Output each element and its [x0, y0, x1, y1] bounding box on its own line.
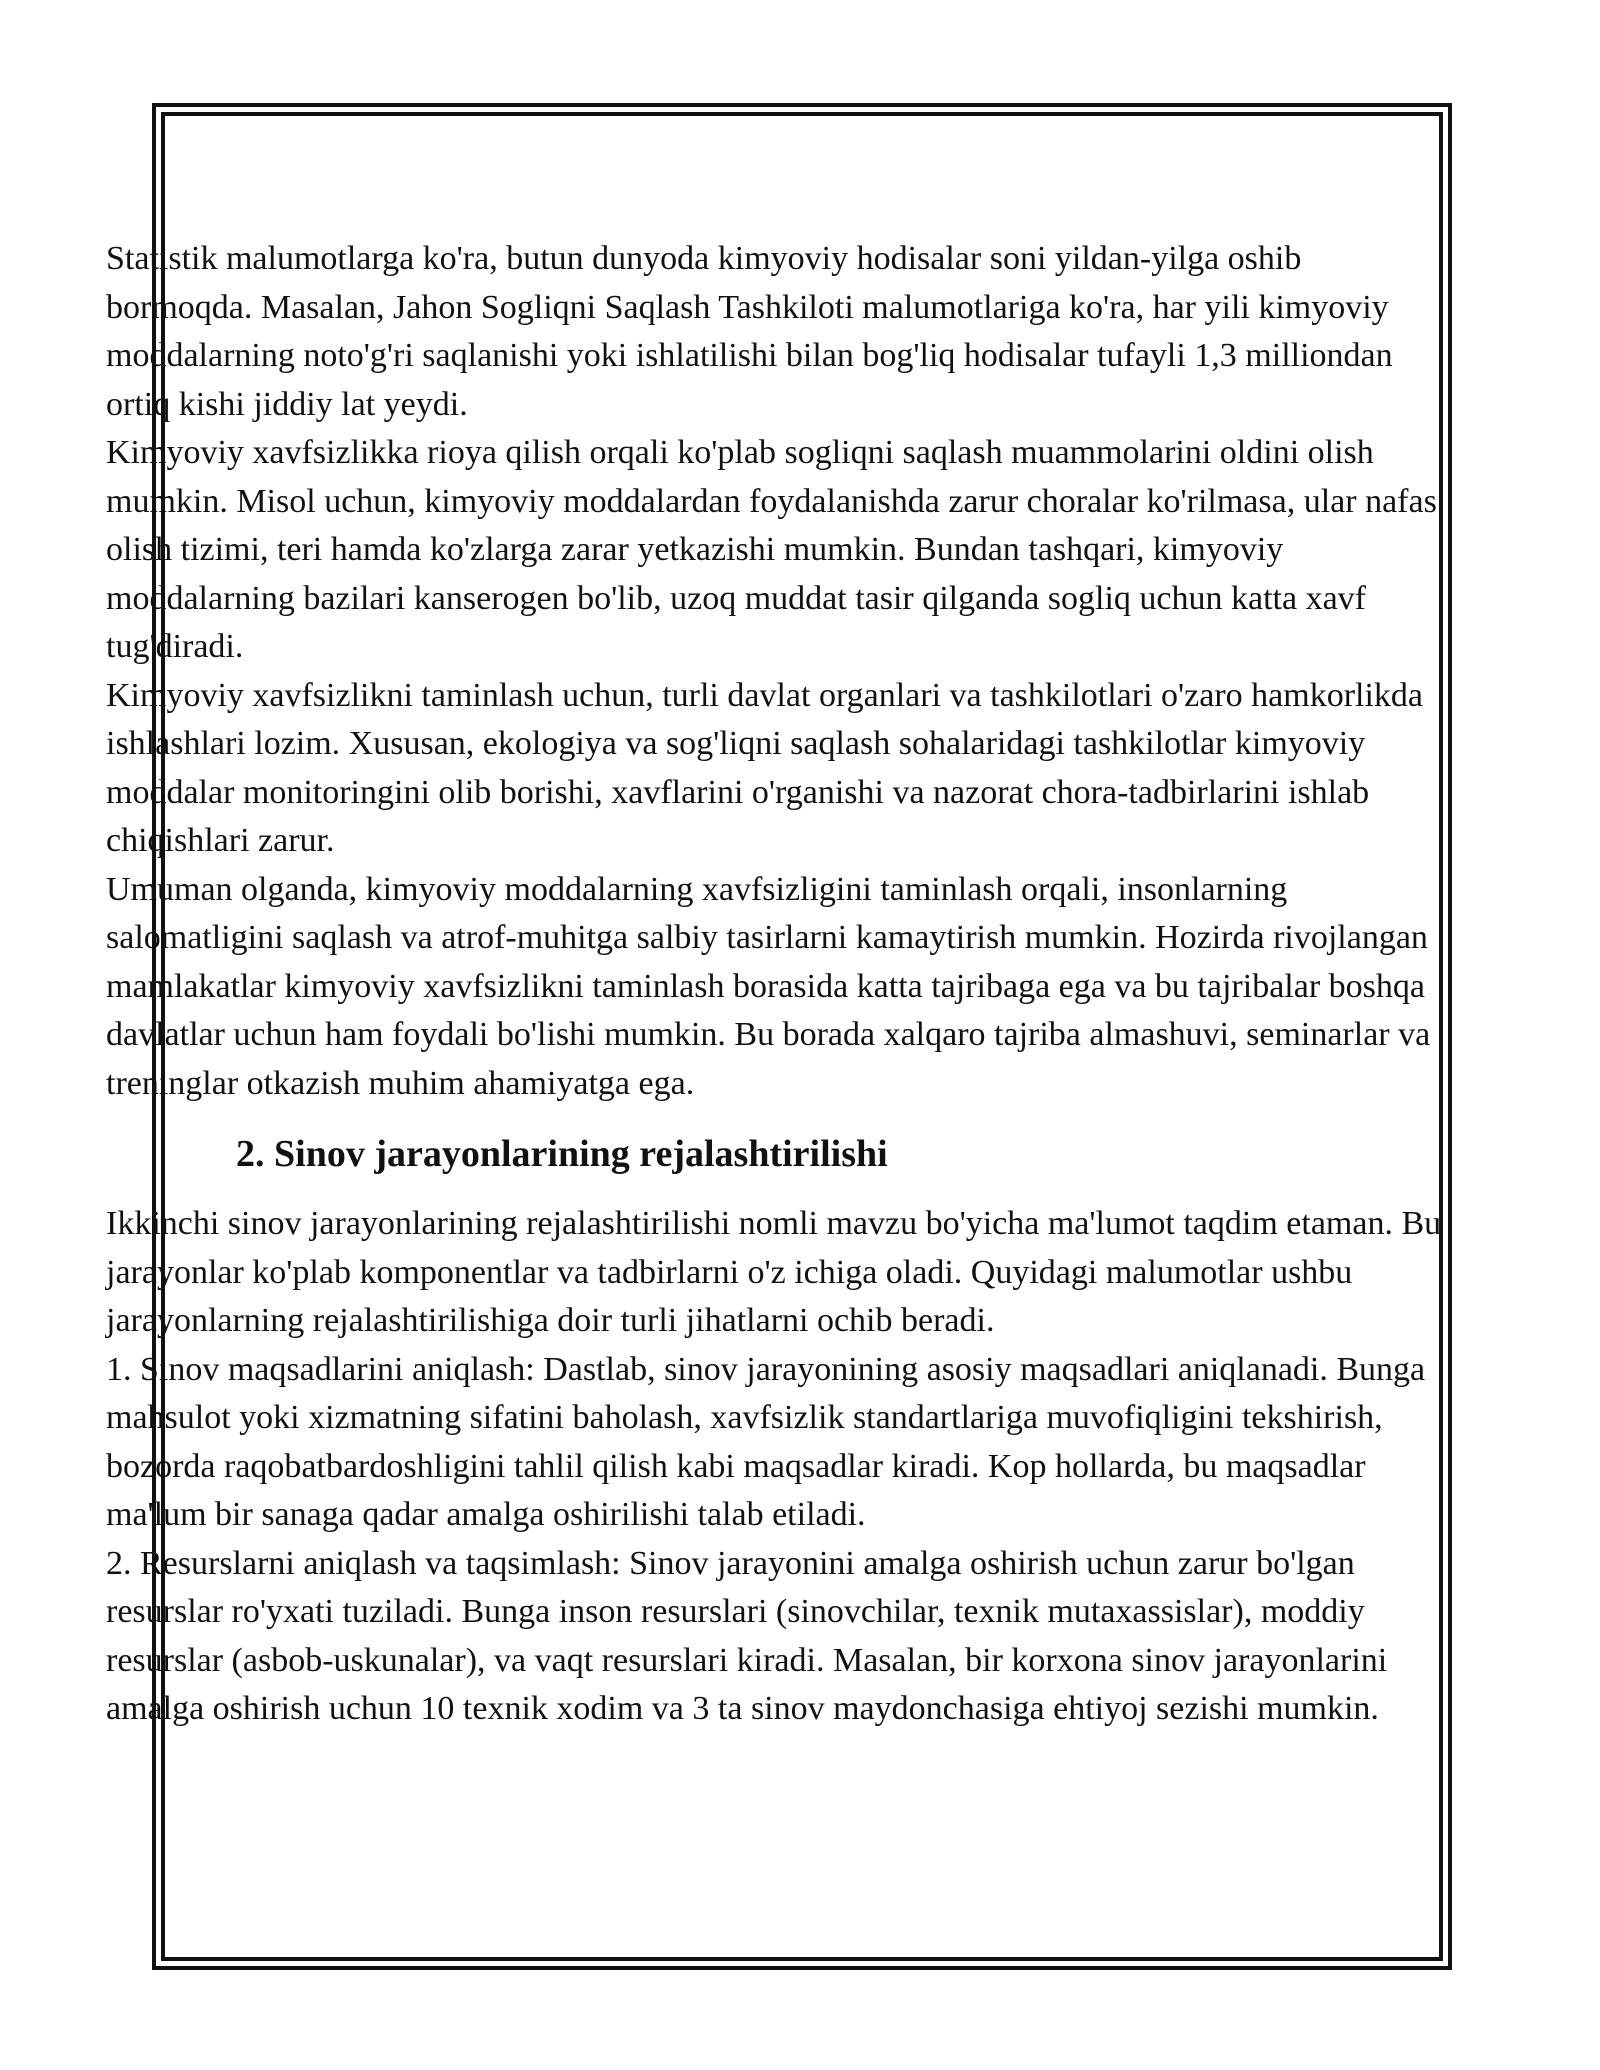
paragraph: 2. Resurslarni aniqlash va taqsimlash: Sinov jarayonini amalga oshirish uchun zarur bo'lgan resurslar ro'yxati tuziladi. Bunga inson resurslari (sinovchilar, texnik mutaxassislar), moddiy resurslar (asbob-uskunalar), va vaqt resurslari kiradi. Masalan, bir korxona sinov jarayonlarini amalga oshirish uchun 10 texnik xodim va 3 ta sinov maydonchasiga ehtiyoj sezishi mumkin. [106, 1544, 1388, 1727]
section-heading: 2. Sinov jarayonlarining rejalashtirilishi [236, 1133, 888, 1175]
paragraph: Kimyoviy xavfsizlikka rioya qilish orqali ko'plab sogliqni saqlash muammolarini oldini olish mumkin. Misol uchun, kimyoviy moddalardan foydalanishda zarur choralar ko'rilmasa, ular nafas olish tizimi, teri hamda ko'zlarga zarar yetkazishi mumkin. Bundan tashqari, kimyoviy moddalarning bazilari kanserogen bo'lib, uzoq muddat tasir qilganda sogliq uchun katta xavf tug'diradi. [106, 434, 1437, 665]
paragraph: Kimyoviy xavfsizlikni taminlash uchun, turli davlat organlari va tashkilotlari o'zaro hamkorlikda ishlashlari lozim. Xususan, ekologiya va sog'liqni saqlash sohalaridagi tashkilotlar kimyoviy moddalar monitoringini olib borishi, xavflarini o'rganishi va nazorat chora-tadbirlarini ishlab chiqishlari zarur. [106, 676, 1424, 859]
document-body [106, 235, 1446, 1734]
paragraph: Umuman olganda, kimyoviy moddalarning xavfsizligini taminlash orqali, insonlarning salomatligini saqlash va atrof-muhitga salbiy tasirlarni kamaytirish mumkin. Hozirda rivojlangan mamlakatlar kimyoviy xavfsizlikni taminlash borasida katta tajribaga ega va bu tajribalar boshqa davlatlar uchun ham foydali bo'lishi mumkin. Bu borada xalqaro tajriba almashuvi, seminarlar va treninglar otkazish muhim ahamiyatga ega. [106, 870, 1431, 1102]
paragraph: 1. Sinov maqsadlarini aniqlash: Dastlab, sinov jarayonining asosiy maqsadlari aniqlanadi. Bunga mahsulot yoki xizmatning sifatini baholash, xavfsizlik standartlariga muvofiqligini tekshirish, bozorda raqobatbardoshligini tahlil qilish kabi maqsadlar kiradi. Kop hollarda, bu maqsadlar ma'lum bir sanaga qadar amalga oshirilishi talab etiladi. [106, 1350, 1426, 1533]
paragraph: Statistik malumotlarga ko'ra, butun dunyoda kimyoviy hodisalar soni yildan-yilga oshib bormoqda. Masalan, Jahon Sogliqni Saqlash Tashkiloti malumotlariga ko'ra, har yili kimyoviy moddalarning noto'g'ri saqlanishi yoki ishlatilishi bilan bog'liq hodisalar tufayli 1,3 milliondan ortiq kishi jiddiy lat yeydi. [106, 240, 1393, 423]
paragraph: Ikkinchi sinov jarayonlarining rejalashtirilishi nomli mavzu bo'yicha ma'lumot taqdim etaman. Bu jarayonlar ko'plab komponentlar va tadbirlarni o'z ichiga oladi. Quyidagi malumotlar ushbu jarayonlarning rejalashtirilishiga doir turli jihatlarni ochib beradi. [106, 1205, 1442, 1339]
